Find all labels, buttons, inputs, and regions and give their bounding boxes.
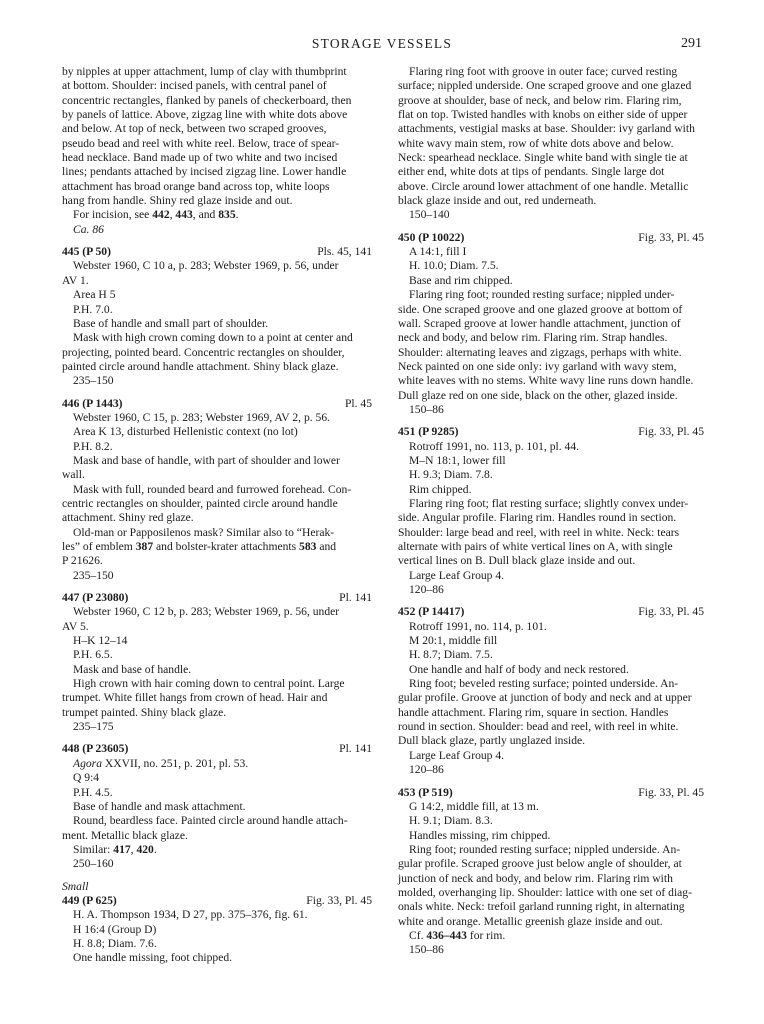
description-line: Mask with full, rounded beard and furrowed forehead. Con- xyxy=(73,482,352,496)
dimensions: H. 8.7; Diam. 7.5. xyxy=(409,648,493,662)
entry-451-heading xyxy=(398,425,704,439)
description-line: Ring foot; beveled resting surface; pointed underside. An- xyxy=(409,677,679,691)
continued-text-line: attachments, vestigial masks at base. Shoulder: ivy garland with xyxy=(398,122,695,136)
description-line: neck and body, and below rim. Flaring rim. Strap handles. xyxy=(398,331,668,345)
bibliography-line: H. A. Thompson 1934, D 27, pp. 375–376, fig. 61. xyxy=(73,908,308,922)
section-subheading: Small xyxy=(62,879,89,893)
running-header xyxy=(62,36,702,58)
continued-text-line: groove at shoulder, base of neck, and below rim. Flaring rim, xyxy=(398,93,682,107)
preservation: Mask and base of handle, with part of shoulder and lower xyxy=(73,453,340,467)
page-number: 291 xyxy=(681,36,702,51)
dimensions: H. 8.8; Diam. 7.6. xyxy=(73,936,157,950)
date-line: 150–86 xyxy=(409,943,444,957)
bibliography-line: Rotroff 1991, no. 113, p. 101, pl. 44. xyxy=(409,439,580,453)
catalog-number: 446 (P 1443) xyxy=(62,396,123,410)
dimensions: P.H. 6.5. xyxy=(73,648,113,662)
description-line: alternate with pairs of white vertical lines on A, with single xyxy=(398,540,673,553)
continued-text-line: Neck: spearhead necklace. Single white band with single tie at xyxy=(398,151,688,165)
entry-453-heading xyxy=(398,786,704,800)
description-line: Round, beardless face. Painted circle around handle attach- xyxy=(73,814,348,828)
preservation: One handle and half of body and neck restored. xyxy=(409,662,629,676)
crossref-link[interactable]: 443 xyxy=(175,208,193,222)
description-line: round in section. Shoulder: bead and reel, with reel in white. xyxy=(398,720,679,734)
plate-reference: Fig. 33, Pl. 45 xyxy=(638,605,704,619)
continued-text-line: surface; nippled underside. One scraped groove and one glazed xyxy=(398,79,692,93)
bibliography-line: Webster 1960, C 15, p. 283; Webster 1969, AV 2, p. 56. xyxy=(73,410,331,424)
description-line: Shoulder: large bead and reel, with reel in white. Neck: tears xyxy=(398,525,680,539)
date-line: 235–175 xyxy=(73,720,114,734)
plate-reference: Fig. 33, Pl. 45 xyxy=(638,230,704,244)
description-line: junction of neck and body, and below rim. Flaring rim with xyxy=(398,871,673,885)
description-line: gular profile. Groove at junction of body and neck and at upper xyxy=(398,691,692,705)
continued-text-line: hang from handle. Shiny red glaze inside and out. xyxy=(62,194,293,208)
similar-crossref: Similar: 417, 420. xyxy=(73,842,157,856)
dimensions: P.H. 7.0. xyxy=(73,302,113,316)
findspot: G 14:2, middle fill, at 13 m. xyxy=(409,799,539,813)
continued-text-line: pseudo bead and reel with white reel. Below, trace of spear- xyxy=(62,136,340,150)
plate-reference: Pl. 45 xyxy=(344,396,372,410)
preservation: Base and rim chipped. xyxy=(409,273,513,287)
continued-text-line: Flaring ring foot with groove in outer face; curved resting xyxy=(409,65,678,78)
findspot: A 14:1, fill I xyxy=(409,245,467,259)
crossref-link[interactable]: 436–443 xyxy=(426,928,467,942)
description-line: centric rectangles on shoulder, painted circle around handle xyxy=(62,496,338,510)
continued-text-line: and below. At top of neck, between two scraped grooves, xyxy=(62,122,327,136)
plate-reference: Fig. 33, Pl. 45 xyxy=(306,893,372,907)
description-line: trumpet painted. Shiny black glaze. xyxy=(62,705,227,719)
crossref-link[interactable]: 420 xyxy=(136,842,154,856)
findspot: H–K 12–14 xyxy=(73,634,128,648)
running-title: STORAGE VESSELS xyxy=(311,36,453,51)
note-line: les” of emblem 387 and bolster-krater attachments 583 and xyxy=(62,540,337,553)
description-line: projecting, pointed beard. Concentric rectangles on shoulder, xyxy=(62,345,345,359)
continued-text-line: either end, white dots at tips of pendants. Single large dot xyxy=(398,165,665,179)
plate-reference: Pl. 141 xyxy=(339,742,372,756)
description-line: white and orange. Metallic greenish glaze inside and out. xyxy=(398,914,663,928)
continued-text-line: black glaze inside and out, red underneath. xyxy=(398,194,597,208)
date-line: Ca. 86 xyxy=(73,222,104,236)
description-line: trumpet. White fillet hangs from crown of head. Hair and xyxy=(62,691,328,705)
plate-reference: Fig. 33, Pl. 45 xyxy=(638,425,704,439)
description-line: vertical lines on B. Dull black glaze inside and out. xyxy=(398,554,636,568)
crossref-link[interactable]: 835 xyxy=(218,208,236,222)
description-line: Shoulder: alternating leaves and zigzags, perhaps with white. xyxy=(398,345,682,359)
bibliography-line: Agora XXVII, no. 251, p. 201, pl. 53. xyxy=(73,756,249,770)
description-line: Mask with high crown coming down to a point at center and xyxy=(73,331,353,345)
description-line: side. One scraped groove and one glazed groove at bottom of xyxy=(398,302,683,316)
continued-text-line: by panels of lattice. Above, zigzag line with white dots above xyxy=(62,108,348,122)
dimensions: H. 10.0; Diam. 7.5. xyxy=(409,259,499,273)
description-line: white leaves with no stems. White wavy line runs down handle. xyxy=(398,374,694,388)
date-line: 250–160 xyxy=(73,857,114,871)
continued-text-line: lines; pendants attached by incised zigzag line. Lower handle xyxy=(62,165,347,179)
preservation: Rim chipped. xyxy=(409,482,472,496)
right-column xyxy=(398,65,704,958)
group-line: Large Leaf Group 4. xyxy=(409,748,505,762)
description-line: High crown with hair coming down to central point. Large xyxy=(73,677,345,691)
plate-reference: Pl. 141 xyxy=(339,591,372,605)
date-line: 120–86 xyxy=(409,763,444,777)
description-line: wall. Scraped groove at lower handle attachment, junction of xyxy=(398,316,681,330)
catalog-number: 450 (P 10022) xyxy=(398,230,465,244)
continued-text-line: attachment has broad orange band across top, white loops xyxy=(62,179,330,193)
bibliography-line: AV 1. xyxy=(62,273,89,287)
preservation: wall. xyxy=(62,468,85,482)
catalog-number: 452 (P 14417) xyxy=(398,605,465,619)
continued-text-line: at bottom. Shoulder: incised panels, with central panel of xyxy=(62,79,327,93)
dimensions: H. 9.1; Diam. 8.3. xyxy=(409,814,493,828)
date-line: 235–150 xyxy=(73,568,114,582)
compare-crossref: Cf. 436–443 for rim. xyxy=(409,928,506,942)
catalog-number: 447 (P 23080) xyxy=(62,591,129,605)
catalog-number: 449 (P 625) xyxy=(62,893,117,907)
entry-449-heading xyxy=(62,894,372,908)
date-line: 235–150 xyxy=(73,374,114,388)
continued-text-line: by nipples at upper attachment, lump of clay with thumbprint xyxy=(62,65,347,78)
entry-446-heading xyxy=(62,397,372,411)
description-line: Flaring ring foot; flat resting surface; slightly convex under- xyxy=(409,496,689,510)
bibliography-line: Webster 1960, C 12 b, p. 283; Webster 1969, p. 56, under xyxy=(73,605,340,619)
continued-text-line: head necklace. Band made up of two white and two incised xyxy=(62,151,338,165)
description-line: Dull black glaze, partly unglazed inside. xyxy=(398,734,586,748)
entry-450-heading xyxy=(398,231,704,245)
description-line: handle attachment. Flaring rim, square in section. Handles xyxy=(398,705,669,719)
preservation: Handles missing, rim chipped. xyxy=(409,828,551,842)
preservation: Base of handle and small part of shoulder. xyxy=(73,316,269,330)
preservation: Base of handle and mask attachment. xyxy=(73,799,246,813)
findspot: Area K 13, disturbed Hellenistic context (no lot) xyxy=(73,425,298,439)
description-line: ment. Metallic black glaze. xyxy=(62,828,188,842)
entry-445-heading xyxy=(62,245,372,259)
description-line: Ring foot; rounded resting surface; nippled underside. An- xyxy=(409,842,681,856)
preservation: Mask and base of handle. xyxy=(73,662,192,676)
date-line: 120–86 xyxy=(409,583,444,597)
description-line: Neck painted on one side only: ivy garland with wavy stem, xyxy=(398,359,677,373)
incision-crossref: For incision, see 442, 443, and 835. xyxy=(73,208,239,222)
plate-reference: Pls. 45, 141 xyxy=(317,245,372,259)
catalog-number: 445 (P 50) xyxy=(62,245,111,259)
description-line: attachment. Shiny red glaze. xyxy=(62,511,194,525)
crossref-link[interactable]: 442 xyxy=(152,208,170,222)
date-line: 150–86 xyxy=(409,402,444,416)
findspot: Q 9:4 xyxy=(73,771,100,785)
entry-447-heading xyxy=(62,591,372,605)
description-line: Flaring ring foot; rounded resting surface; nippled under- xyxy=(409,288,675,302)
continued-text-line: flat on top. Twisted handles with knobs on either side of upper xyxy=(398,108,688,122)
bibliography-line: Rotroff 1991, no. 114, p. 101. xyxy=(409,619,547,633)
bibliography-line: AV 5. xyxy=(62,619,89,633)
catalog-number: 453 (P 519) xyxy=(398,785,453,799)
description-line: side. Angular profile. Flaring rim. Handles round in section. xyxy=(398,511,677,525)
note-line: P 21626. xyxy=(62,554,103,568)
findspot: M–N 18:1, lower fill xyxy=(409,453,506,467)
description-line: painted circle around handle attachment. Shiny black glaze. xyxy=(62,359,339,373)
preservation: One handle missing, foot chipped. xyxy=(73,951,233,965)
entry-452-heading xyxy=(398,605,704,619)
crossref-link[interactable]: 417 xyxy=(113,842,131,856)
date-line: 150–140 xyxy=(409,208,450,222)
catalog-number: 448 (P 23605) xyxy=(62,742,129,756)
findspot: Area H 5 xyxy=(73,288,116,302)
note-line: Old-man or Papposilenos mask? Similar also to “Herak- xyxy=(73,525,335,539)
entry-448-heading xyxy=(62,742,372,756)
catalog-number: 451 (P 9285) xyxy=(398,425,459,439)
plate-reference: Fig. 33, Pl. 45 xyxy=(638,785,704,799)
left-column xyxy=(62,65,372,966)
findspot: H 16:4 (Group D) xyxy=(73,922,157,936)
crossref-link[interactable]: 583 xyxy=(299,540,317,553)
crossref-link[interactable]: 387 xyxy=(135,540,154,553)
group-line: Large Leaf Group 4. xyxy=(409,568,505,582)
dimensions: P.H. 4.5. xyxy=(73,785,113,799)
dimensions: P.H. 8.2. xyxy=(73,439,113,453)
dimensions: H. 9.3; Diam. 7.8. xyxy=(409,468,493,482)
bibliography-line: Webster 1960, C 10 a, p. 283; Webster 1969, p. 56, under xyxy=(73,259,339,273)
description-line: gular profile. Scraped groove just below angle of shoulder, at xyxy=(398,857,682,871)
findspot: M 20:1, middle fill xyxy=(409,634,498,648)
description-line: molded, overhanging lip. Shoulder: lattice with one set of diag- xyxy=(398,885,692,899)
continued-text-line: above. Circle around lower attachment of one handle. Metallic xyxy=(398,179,689,193)
continued-text-line: concentric rectangles, flanked by panels of checkerboard, then xyxy=(62,93,352,107)
description-line: onals white. Neck: trefoil garland running right, in alternating xyxy=(398,900,685,914)
description-line: Dull glaze red on one side, black on the other, glazed inside. xyxy=(398,388,678,402)
continued-text-line: white wavy main stem, row of white dots above and below. xyxy=(398,136,674,150)
